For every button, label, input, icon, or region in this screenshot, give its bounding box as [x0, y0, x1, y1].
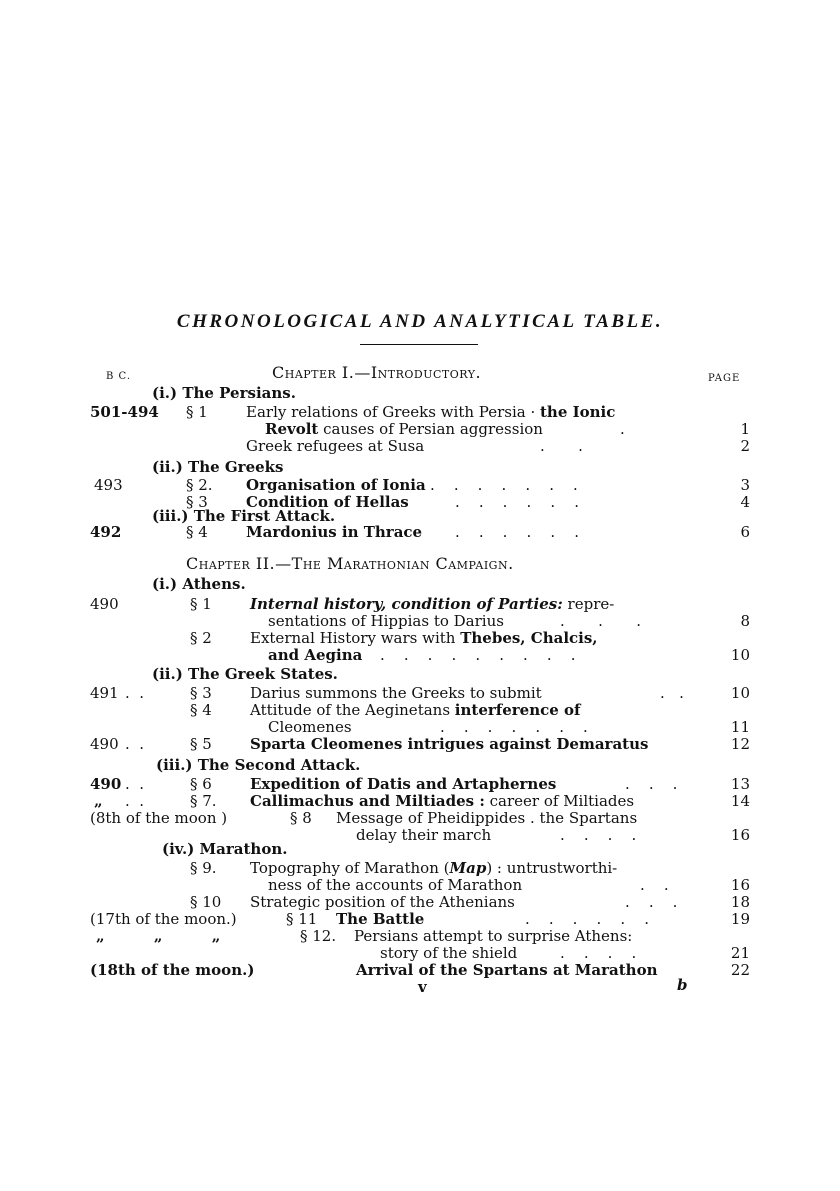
entry-section-number: § 1	[190, 595, 212, 613]
page-number: 19	[730, 910, 750, 928]
dot-leader: . .	[640, 876, 669, 894]
page-number: 4	[740, 493, 750, 511]
entry-section-number: § 7.	[190, 792, 217, 810]
dot-leader: . . . . . . . . .	[380, 646, 576, 664]
entry-text: ) : untrustworthi-	[486, 859, 618, 877]
dot-leader: . . .	[625, 775, 678, 793]
chapter2-section-label: (i.) Athens.	[152, 575, 246, 593]
chapter2-section-label: (iv.) Marathon.	[162, 840, 288, 858]
chapter2-section-label: (ii.) The Greek States.	[152, 665, 338, 683]
entry-italic-text: Map	[449, 859, 487, 877]
chapter1-section-label: (i.) The Persians.	[152, 384, 296, 402]
toc-entry-continuation	[265, 420, 543, 438]
chapter1-section-label: (ii.) The Greeks	[152, 458, 284, 476]
dot-leader: . . .	[560, 612, 642, 630]
entry-text: causes of Persian aggression	[318, 420, 543, 438]
entry-text: Attitude of the Aeginetans	[250, 701, 455, 719]
entry-text: Topography of Marathon (	[250, 859, 450, 877]
entry-bold-text: Callimachus and Miltiades :	[250, 792, 485, 810]
toc-entry-continuation: delay their march	[356, 826, 492, 844]
entry-section-number: § 2	[190, 629, 212, 647]
page-number: 14	[730, 792, 750, 810]
entry-section-number: § 5	[190, 735, 212, 753]
entry-date: (17th of the moon.)	[90, 910, 237, 928]
dot-leader: . .	[660, 684, 684, 702]
entry-text: Early relations of Greeks with Persia ·	[246, 403, 540, 421]
entry-section-number: § 11	[286, 910, 318, 928]
dot-leader: . . . . . . .	[430, 476, 578, 494]
entry-date: 490	[90, 775, 122, 793]
page-number: 10	[730, 646, 750, 664]
dot-leader: .	[620, 420, 625, 438]
toc-entry: Message of Pheidippides . the Spartans	[336, 809, 638, 827]
page-column-header: PAGE	[708, 373, 741, 384]
page-number: 1	[740, 420, 750, 438]
entry-section-number: § 8	[290, 809, 312, 827]
dot-leader: . . . .	[560, 826, 637, 844]
page-number: 8	[740, 612, 750, 630]
page-number: 2	[740, 437, 750, 455]
entry-bold-text: Thebes, Chalcis,	[460, 629, 598, 647]
dot-leader: . . . . . .	[455, 493, 579, 511]
dot-leader: . .	[125, 775, 145, 793]
dot-leader: . . .	[625, 893, 678, 911]
toc-entry: Organisation of Ionia	[246, 476, 426, 494]
entry-bold-text: Revolt	[265, 420, 319, 438]
toc-entry: The Battle	[336, 910, 425, 928]
page-number: 16	[730, 876, 750, 894]
entry-text: career of Miltiades	[484, 792, 635, 810]
toc-entry	[250, 701, 580, 719]
toc-entry	[250, 859, 617, 877]
dot-leader: . .	[125, 792, 145, 810]
entry-italic-text: Internal history, condition of Parties:	[250, 595, 563, 613]
entry-section-number: § 10	[190, 893, 222, 911]
page-title: CHRONOLOGICAL AND ANALYTICAL TABLE.	[176, 311, 664, 332]
entry-date: 490	[90, 595, 119, 613]
entry-text: repre-	[562, 595, 615, 613]
page-number: 22	[730, 961, 750, 979]
entry-section-number: § 4	[190, 701, 212, 719]
entry-date: 501-494	[90, 403, 159, 421]
toc-entry: Condition of Hellas	[246, 493, 409, 511]
page-number: 12	[730, 735, 750, 753]
entry-section-number: § 3	[190, 684, 212, 702]
dot-leader: . . . . . .	[455, 523, 579, 541]
page-number: 13	[730, 775, 750, 793]
toc-entry	[246, 403, 615, 421]
dot-leader: . . . . . .	[525, 910, 649, 928]
entry-section-number: § 9.	[190, 859, 217, 877]
entry-bold-text: interference of	[454, 701, 581, 719]
toc-entry: Persians attempt to surprise Athens:	[354, 927, 633, 945]
toc-entry-continuation: Cleomenes	[268, 718, 352, 736]
toc-entry-continuation: and Aegina	[268, 646, 363, 664]
toc-entry	[250, 792, 634, 810]
entry-date: 492	[90, 523, 122, 541]
dot-leader: . . . .	[560, 944, 637, 962]
entry-date: 490	[90, 735, 119, 753]
toc-entry	[250, 595, 614, 613]
toc-entry: Greek refugees at Susa	[246, 437, 425, 455]
signature-mark: v	[418, 978, 427, 996]
entry-date: (8th of the moon )	[90, 809, 228, 827]
entry-date: 491	[90, 684, 119, 702]
chapter1-heading: Chapter I.—Introductory.	[272, 363, 482, 382]
toc-entry: Mardonius in Thrace	[246, 523, 423, 541]
entry-section-number: § 2.	[186, 476, 213, 494]
dot-leader: . .	[125, 735, 145, 753]
toc-entry-continuation: sentations of Hippias to Darius	[268, 612, 504, 630]
entry-section-number: § 6	[190, 775, 212, 793]
page-number: 18	[730, 893, 750, 911]
page-number: 16	[730, 826, 750, 844]
entry-text: External History wars with	[250, 629, 461, 647]
page-number: 10	[730, 684, 750, 702]
entry-date: „	[94, 792, 103, 810]
chapter2-section-label: (iii.) The Second Attack.	[156, 756, 361, 774]
toc-entry: Sparta Cleomenes intrigues against Demaratus	[250, 735, 649, 753]
dot-leader: . .	[540, 437, 583, 455]
entry-date: 493	[94, 476, 123, 494]
entry-bold-text: the Ionic	[540, 403, 616, 421]
chapter2-heading: Chapter II.—The Marathonian Campaign.	[186, 554, 514, 573]
toc-entry: Expedition of Datis and Artaphernes	[250, 775, 557, 793]
toc-entry	[250, 629, 598, 647]
page-number: 3	[740, 476, 750, 494]
chapter1-section-label: (iii.) The First Attack.	[152, 507, 336, 525]
toc-entry: Arrival of the Spartans at Marathon	[356, 961, 658, 979]
toc-entry: Darius summons the Greeks to submit	[250, 684, 542, 702]
title-rule	[360, 344, 478, 345]
entry-section-number: § 3	[186, 493, 208, 511]
toc-entry-continuation: story of the shield	[380, 944, 518, 962]
page-number: 6	[740, 523, 750, 541]
page-number: 11	[730, 718, 750, 736]
toc-entry-continuation: ness of the accounts of Marathon	[268, 876, 523, 894]
entry-date: „ „ „	[96, 927, 243, 945]
entry-section-number: § 12.	[300, 927, 337, 945]
entry-section-number: § 1	[186, 403, 208, 421]
entry-section-number: § 4	[186, 523, 208, 541]
toc-entry: Strategic position of the Athenians	[250, 893, 515, 911]
entry-date: (18th of the moon.)	[90, 961, 255, 979]
bc-column-header: B C.	[106, 371, 132, 382]
page-number: 21	[730, 944, 750, 962]
gathering-mark: b	[677, 976, 688, 994]
dot-leader: . .	[125, 684, 145, 702]
dot-leader: . . . . . . .	[440, 718, 588, 736]
